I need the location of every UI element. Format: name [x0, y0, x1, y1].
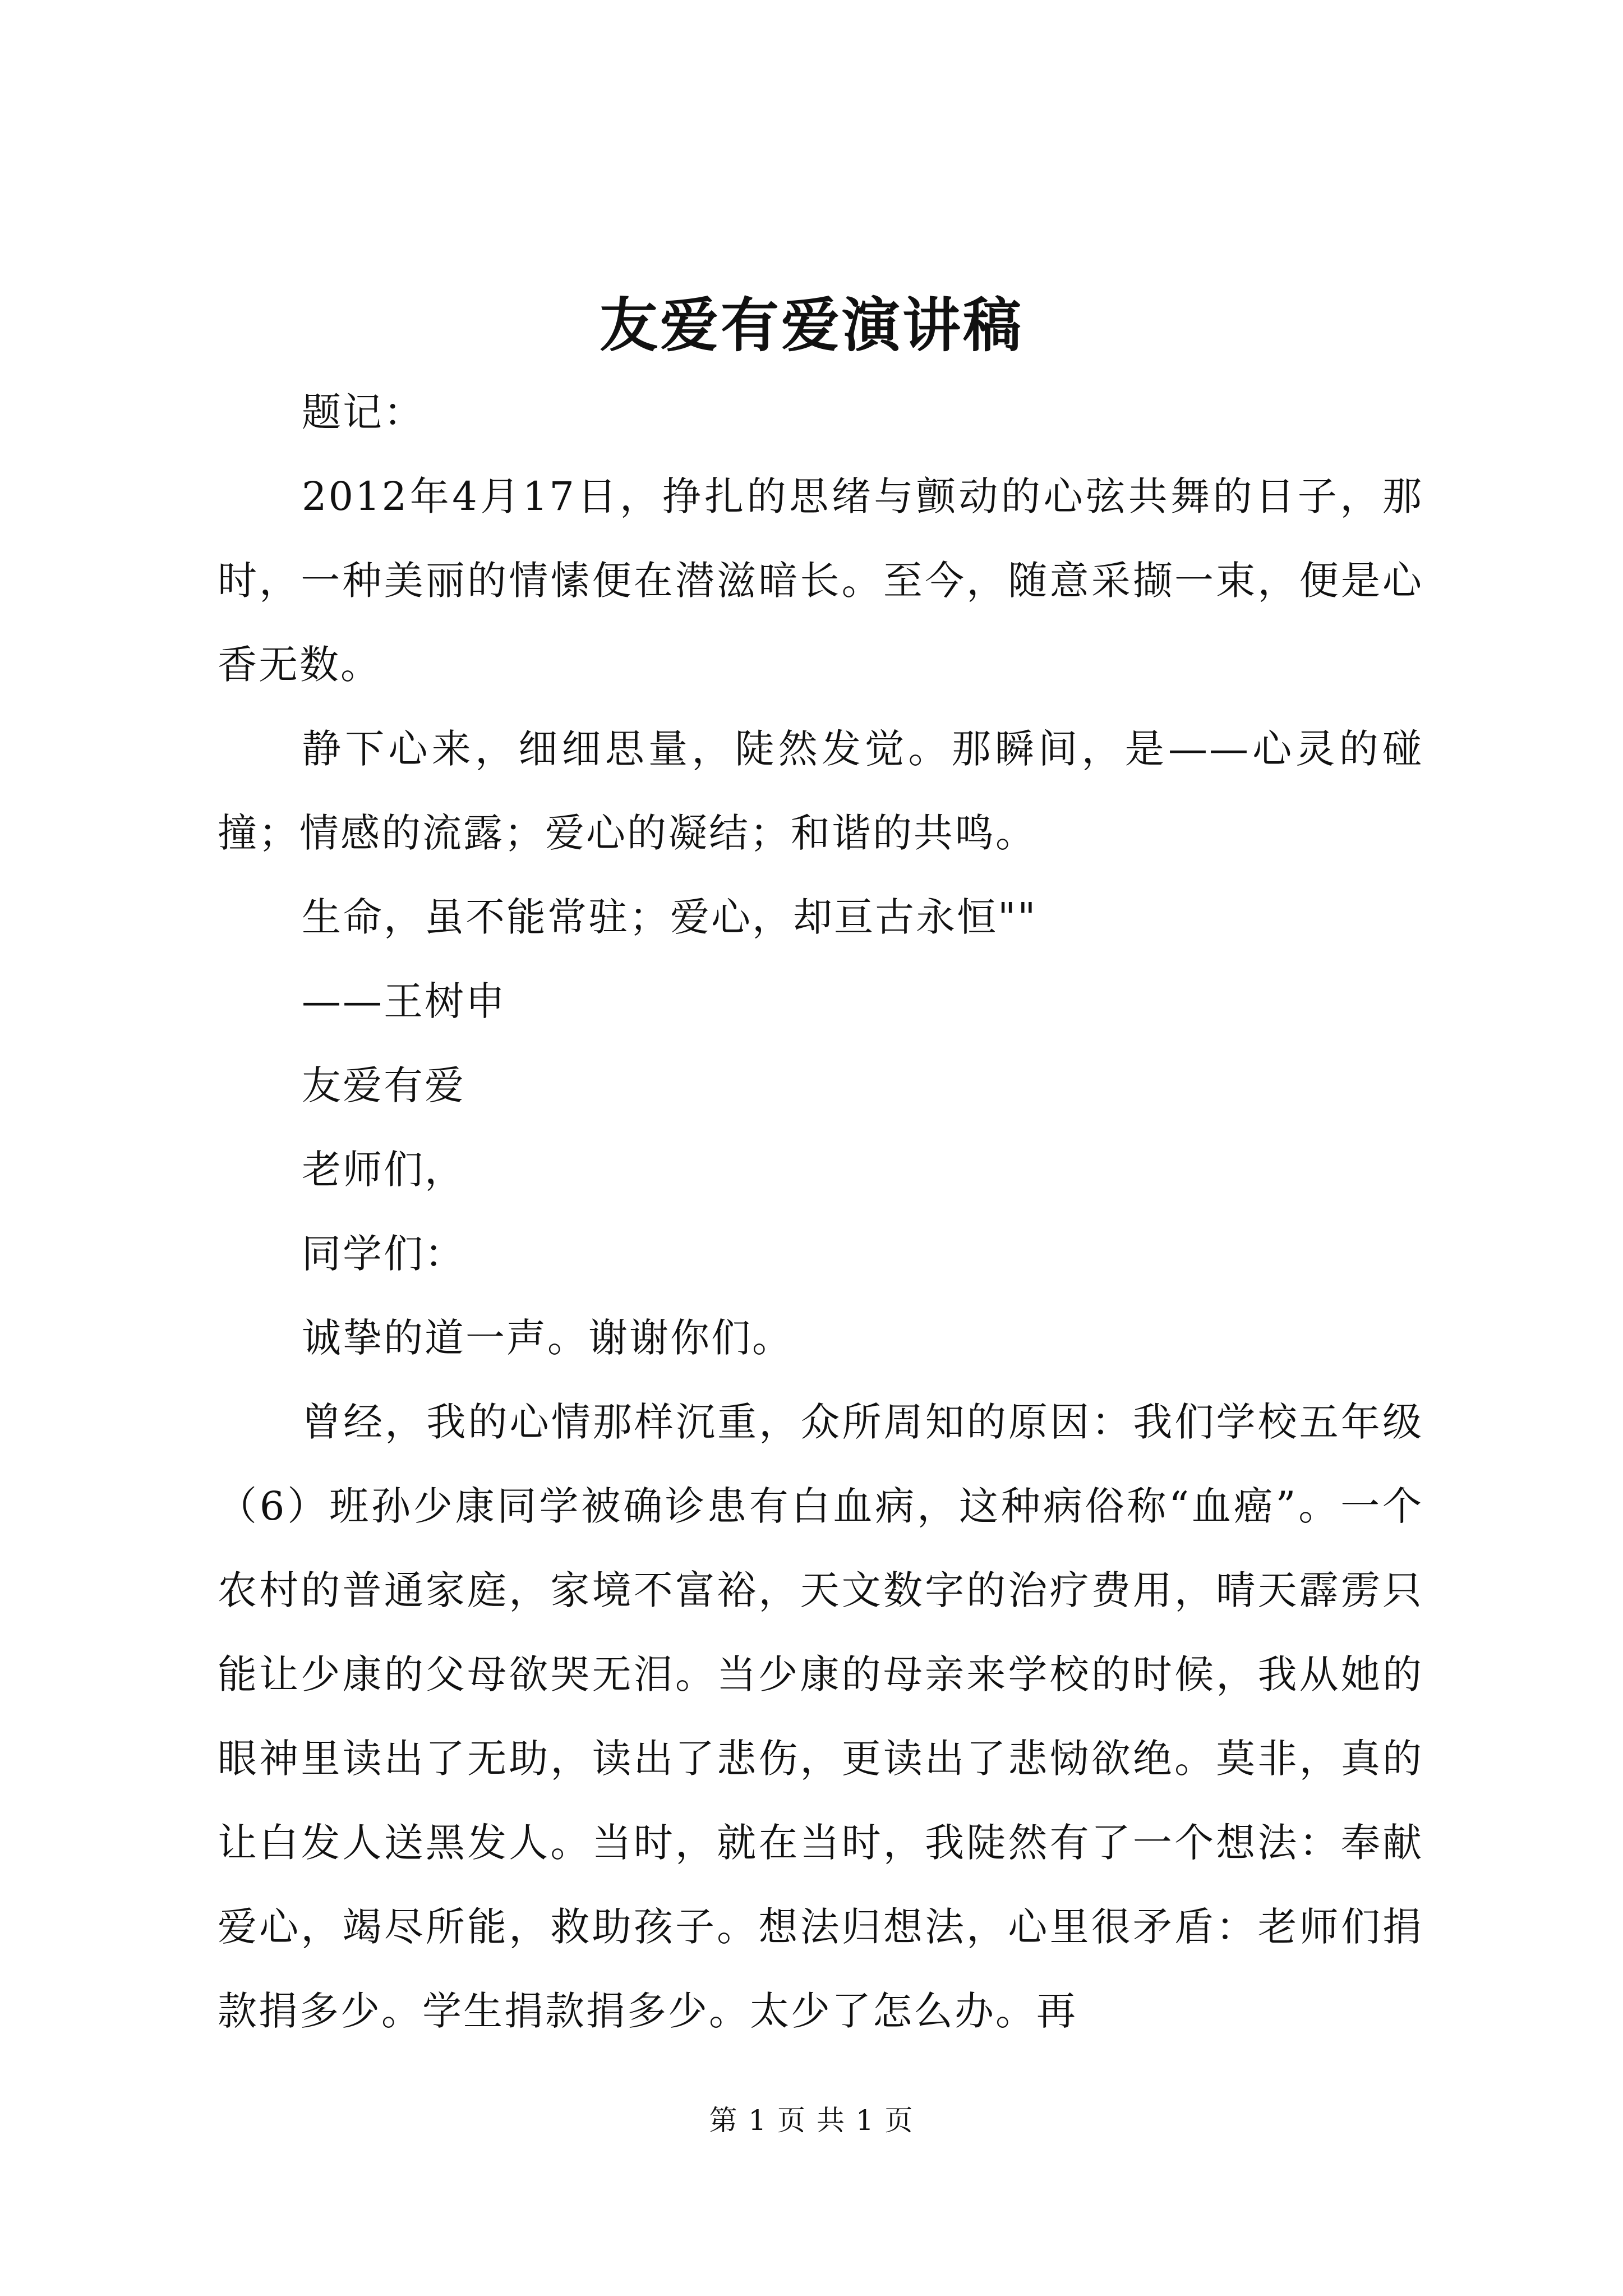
paragraph-main-story: 曾经，我的心情那样沉重，众所周知的原因：我们学校五年级（6）班孙少康同学被确诊患有白血病，这种病俗称“血癌”。一个农村的普通家庭，家境不富裕，天文数字的治疗费用，晴天霹雳只能让少康的父母欲哭无泪。当少康的母亲来学校的时候，我从她的眼神里读出了无助，读出了悲伤，更读出了悲恸欲绝。莫非，真的让白发人送黑发人。当时，就在当时，我陡然有了一个想法：奉献爱心，竭尽所能，救助孩子。想法归想法，心里很矛盾：老师们捐款捐多少。学生捐款捐多少。太少了怎么办。再: [218, 1399, 1423, 2034]
paragraph-subtitle: 友爱有爱: [302, 1062, 465, 1108]
paragraph-reflection: 静下心来，细细思量，陡然发觉。那瞬间，是——心灵的碰撞；情感的流露；爱心的凝结；和谐的共鸣。: [218, 726, 1423, 856]
paragraph-greeting-teachers: 老师们，: [302, 1147, 465, 1193]
paragraph-author: ——王树申: [302, 978, 506, 1024]
document-body: [218, 370, 1423, 2053]
page-footer: 第 1 页 共 1 页: [709, 2104, 914, 2137]
paragraph-greeting-students: 同学们：: [302, 1231, 465, 1277]
document-title: 友爱有爱演讲稿: [599, 291, 1023, 360]
paragraph-epigraph-label: 题记：: [302, 389, 425, 435]
paragraph-date-intro: 2012年4月17日，挣扎的思绪与颤动的心弦共舞的日子，那时，一种美丽的情愫便在潜滋暗长。至今，随意采撷一束，便是心香无数。: [218, 473, 1423, 688]
paragraph-quote: 生命，虽不能常驻；爱心，却亘古永恒"": [302, 894, 1038, 940]
paragraph-thanks: 诚挚的道一声。谢谢你们。: [302, 1315, 793, 1361]
